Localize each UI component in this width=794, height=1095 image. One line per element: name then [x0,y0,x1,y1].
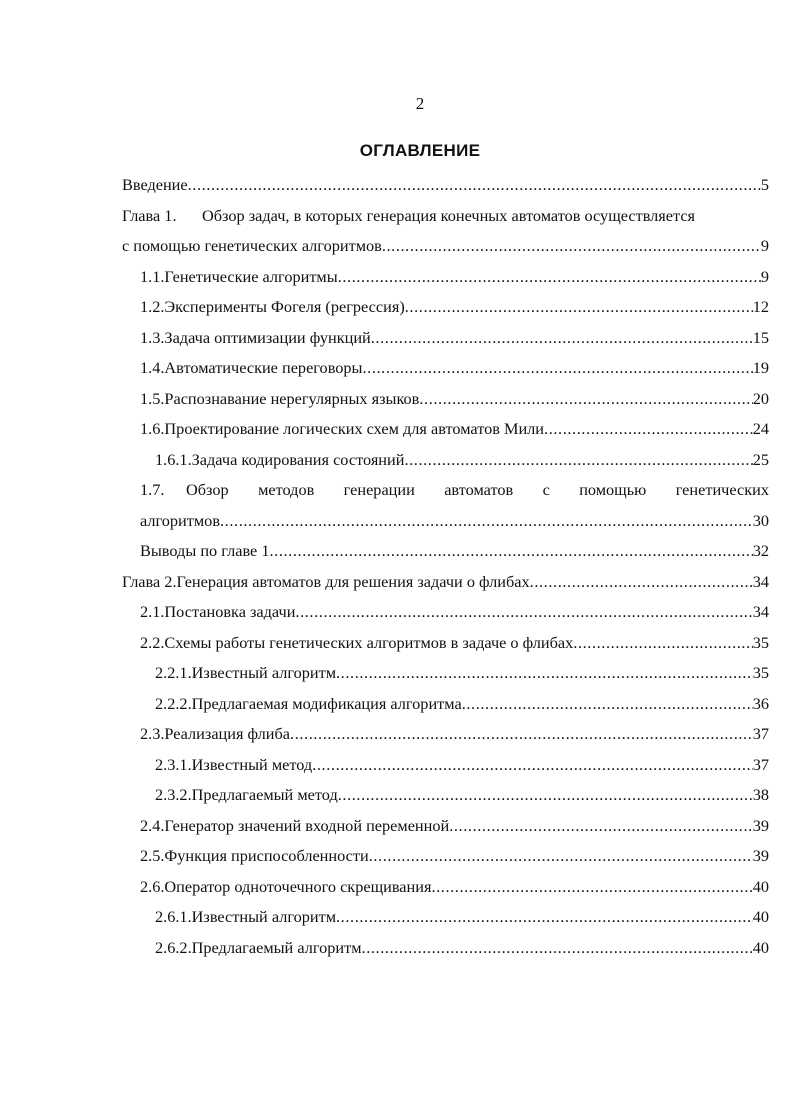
toc-entry-s2-4[interactable] [122,811,769,842]
entry-page: 38 [752,785,769,804]
entry-page: 34 [752,571,769,591]
toc-entry-ch2[interactable] [122,567,769,598]
entry-page: 36 [752,693,769,713]
entry-title: Генерация автоматов для решения задачи о флибах [176,571,530,591]
leader-dots [405,292,753,323]
leader-dots [336,658,753,689]
entry-number: 2.2. [140,632,165,652]
leader-dots [362,933,753,964]
entry-number: 2.4. [140,815,165,835]
leader-dots [295,597,752,628]
entry-number: 2.6. [140,876,165,896]
toc-entry-s1-6-1[interactable] [122,445,769,476]
toc-entry-s2-2[interactable] [122,628,769,659]
entry-number: 1.7. [140,480,165,499]
entry-page: 12 [752,297,769,316]
toc-entry-s1-2[interactable] [122,292,769,323]
toc-entry-chapter-1-cont[interactable] [122,231,769,262]
entry-title: Задача оптимизации функций [164,327,371,347]
entry-title: Постановка задачи [164,602,296,621]
entry-title: Схемы работы генетических алгоритмов в задаче о флибах [164,632,574,652]
entry-number: 1.6. [140,419,165,438]
entry-page: 35 [752,663,769,682]
word: Обзор [186,480,229,499]
leader-dots [312,750,753,781]
entry-title: Оператор одноточечного скрещивания [164,876,432,896]
entry-page: 19 [752,358,769,377]
entry-number: 1.4. [140,358,165,377]
toc-entry-s2-3[interactable] [122,719,769,750]
entry-page: 9 [760,236,769,255]
toc-entry-chapter-1-conclusions[interactable] [122,536,769,567]
entry-number: 2.2.2. [155,693,192,713]
entry-page: 34 [752,602,769,621]
entry-title: Предлагаемый метод [191,785,338,804]
entry-number: 2.6.2. [155,937,192,957]
entry-page: 39 [752,846,769,865]
entry-page: 30 [752,510,769,530]
entry-title: Эксперименты Фогеля (регрессия) [164,297,405,316]
entry-title: Выводы по главе 1 [140,541,270,560]
entry-title: Реализация флиба [164,724,291,743]
toc-entry-intro[interactable] [122,170,769,201]
word: помощью [579,480,647,499]
leader-dots [336,902,753,933]
entry-number: 2.5. [140,846,165,865]
entry-number: 2.1. [140,602,165,621]
word: автоматов [444,480,514,499]
toc-entry-s1-5[interactable] [122,384,769,415]
toc-heading: ОГЛАВЛЕНИЕ [359,141,481,160]
toc-entry-s2-2-2[interactable] [122,689,769,720]
entry-page: 40 [752,907,769,926]
entry-title: Задача кодирования состояний [191,449,405,469]
table-of-contents [122,170,769,963]
entry-title: Генетические алгоритмы [164,266,338,286]
toc-entry-s2-3-1[interactable] [122,750,769,781]
leader-dots [270,536,753,567]
entry-number: 1.6.1. [155,449,192,469]
entry-title: Автоматические переговоры [164,358,363,377]
entry-number: 1.2. [140,297,165,316]
toc-entry-1-7-cont[interactable] [122,506,769,537]
entry-title-cont: с помощью генетических алгоритмов [122,236,382,255]
entry-page: 25 [752,449,769,469]
entry-number: 1.5. [140,388,165,408]
leader-dots [338,262,761,293]
word: с [542,480,550,499]
entry-title [186,475,769,506]
entry-page: 37 [752,724,769,743]
toc-entry-s2-6-1[interactable] [122,902,769,933]
toc-entry-s1-3[interactable] [122,323,769,354]
leader-dots [290,719,753,750]
toc-entry-s1-6[interactable] [122,414,769,445]
toc-entry-s1-4[interactable] [122,353,769,384]
toc-entry-s2-3-2[interactable] [122,780,769,811]
entry-title: Введение [122,175,188,194]
entry-page: 40 [752,937,769,957]
leader-dots [431,872,752,903]
leader-dots [462,689,753,720]
entry-page: 39 [752,815,769,835]
entry-number: 2.3.2. [155,785,192,804]
toc-entry-1-7[interactable] [122,475,769,506]
leader-dots [369,841,753,872]
entry-number: 1.1. [140,266,165,286]
leader-dots [544,414,753,445]
entry-title: Известный алгоритм [191,907,337,926]
entry-page: 32 [752,541,769,560]
entry-page: 35 [752,632,769,652]
toc-entry-s2-6[interactable] [122,872,769,903]
word: методов [258,480,315,499]
entry-title-cont: алгоритмов [140,510,221,530]
entry-page: 15 [752,327,769,347]
entry-page: 40 [752,876,769,896]
leader-dots [220,506,753,537]
entry-number: Глава 1. [122,205,177,225]
leader-dots [188,170,761,201]
word: генетических [675,480,769,499]
entry-number: 2.2.1. [155,663,192,682]
toc-entry-chapter-1[interactable] [122,201,769,232]
entry-page: 9 [760,266,769,286]
toc-entry-s2-1[interactable] [122,597,769,628]
entry-title: Предлагаемая модификация алгоритма [191,693,462,713]
leader-dots [363,353,753,384]
leader-dots [371,323,753,354]
entry-number: 2.6.1. [155,907,192,926]
entry-title: Распознавание нерегулярных языков [164,388,420,408]
entry-page: 5 [760,175,769,194]
entry-number: 1.3. [140,327,165,347]
entry-page: 20 [752,388,769,408]
entry-title: Предлагаемый алгоритм [191,937,362,957]
entry-title: Функция приспособленности [164,846,369,865]
toc-entry-s2-5[interactable] [122,841,769,872]
entry-number: 2.3.1. [155,754,192,774]
leader-dots [449,811,753,842]
leader-dots [419,384,752,415]
toc-entry-s2-6-2[interactable] [122,933,769,964]
entry-title: Проектирование логических схем для автоматов Мили [164,419,545,438]
entry-number: Глава 2. [122,571,177,591]
leader-dots [530,567,753,598]
entry-title: Известный метод [191,754,313,774]
entry-page: 24 [752,419,769,438]
entry-number: 2.3. [140,724,165,743]
entry-page: 37 [752,754,769,774]
entry-title: Обзор задач, в которых генерация конечных автоматов осуществляется [202,205,696,225]
toc-entry-s2-2-1[interactable] [122,658,769,689]
leader-dots [382,231,761,262]
toc-entry-s1-1[interactable] [122,262,769,293]
entry-title: Известный алгоритм [191,663,337,682]
leader-dots [338,780,753,811]
word: генерации [343,480,415,499]
leader-dots [573,628,752,659]
page-number: 2 [415,94,425,113]
leader-dots [404,445,752,476]
entry-title: Генератор значений входной переменной [164,815,450,835]
